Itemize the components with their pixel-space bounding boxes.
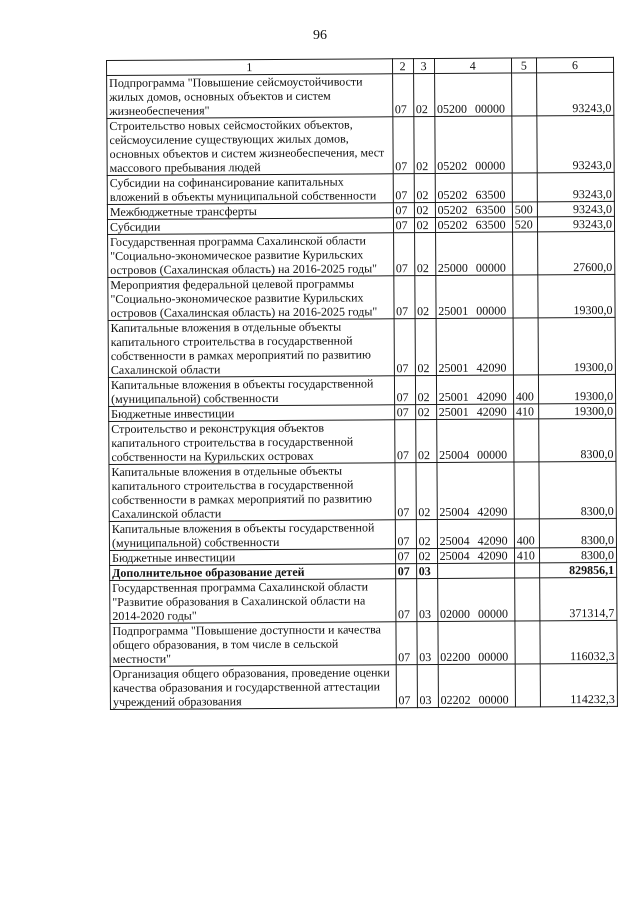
row-target-article-cell: 25001 42090 bbox=[436, 375, 513, 404]
row-expense-type-cell bbox=[514, 563, 539, 578]
row-amount-cell: 19300,0 bbox=[538, 317, 616, 374]
row-amount-cell: 93243,0 bbox=[537, 201, 614, 216]
row-expense-type-cell: 500 bbox=[512, 202, 537, 217]
table-row bbox=[107, 172, 614, 204]
row-subsection-cell: 02 bbox=[416, 548, 437, 563]
table-row bbox=[108, 374, 615, 406]
row-subsection-cell: 02 bbox=[413, 73, 434, 116]
row-name-cell: Капитальные вложения в отдельные объекты капитального строительства в государственной собственности в рамках мероприятий по развитию Сахалинской области bbox=[109, 463, 395, 522]
header-col-3: 3 bbox=[413, 58, 434, 73]
row-subsection-cell: 03 bbox=[417, 664, 438, 707]
row-name-cell: Строительство и реконструкция объектов капитального строительства в государственной собственности на Курильских островах bbox=[109, 420, 395, 465]
row-subsection-cell: 03 bbox=[416, 578, 437, 621]
table-row bbox=[108, 274, 615, 320]
row-name-cell: Мероприятия федеральной целевой программы "Социально-экономическое развитие Курильских островов (Сахалинская область) на 2016-2025 годы" bbox=[108, 276, 394, 321]
table-row bbox=[110, 663, 617, 709]
row-name-cell: Капитальные вложения в объекты государственной (муниципальной) собственности bbox=[108, 376, 394, 407]
row-name-cell: Дополнительное образование детей bbox=[110, 564, 396, 581]
row-target-article-cell: 25001 42090 bbox=[436, 404, 513, 419]
row-section-cell: 07 bbox=[393, 233, 414, 276]
row-section-cell: 07 bbox=[394, 405, 415, 420]
row-name-cell: Строительство новых сейсмостойких объектов, сейсмоусиление существующих жилых домов, основных объектов и систем жизнеобеспечения, мест массового пребывания людей bbox=[107, 117, 393, 176]
row-amount-cell: 8300,0 bbox=[539, 518, 616, 547]
row-name-cell: Бюджетные инвестиции bbox=[109, 405, 395, 422]
row-expense-type-cell bbox=[512, 232, 537, 275]
row-expense-type-cell bbox=[515, 664, 540, 707]
row-expense-type-cell: 410 bbox=[513, 404, 538, 419]
row-amount-cell: 8300,0 bbox=[539, 418, 616, 461]
row-target-article-cell: 02000 00000 bbox=[437, 578, 514, 621]
row-section-cell: 07 bbox=[395, 520, 416, 549]
header-col-5: 5 bbox=[511, 58, 536, 73]
row-section-cell: 07 bbox=[395, 622, 416, 665]
row-subsection-cell: 02 bbox=[415, 419, 436, 462]
row-expense-type-cell: 520 bbox=[512, 217, 537, 232]
row-expense-type-cell: 410 bbox=[514, 548, 539, 563]
row-target-article-cell: 25001 42090 bbox=[436, 318, 513, 375]
table-row bbox=[108, 231, 615, 277]
row-name-cell: Организация общего образования, проведение оценки качества образования и государственной аттестации учреждений образования bbox=[110, 665, 396, 710]
row-expense-type-cell bbox=[512, 116, 537, 173]
row-subsection-cell: 02 bbox=[414, 275, 435, 318]
row-section-cell: 07 bbox=[394, 319, 415, 376]
row-section-cell: 07 bbox=[395, 564, 416, 579]
row-target-article-cell: 25004 42090 bbox=[437, 462, 514, 519]
row-amount-cell: 19300,0 bbox=[538, 374, 615, 403]
row-amount-cell: 27600,0 bbox=[537, 231, 614, 274]
row-target-article-cell: 25000 00000 bbox=[435, 232, 512, 275]
row-section-cell: 07 bbox=[393, 276, 414, 319]
row-target-article-cell: 05202 63500 bbox=[435, 202, 512, 217]
row-subsection-cell: 03 bbox=[416, 563, 437, 578]
row-subsection-cell: 02 bbox=[415, 318, 436, 375]
row-name-cell: Капитальные вложения в объекты государственной (муниципальной) собственности bbox=[109, 520, 395, 551]
row-amount-cell: 8300,0 bbox=[539, 461, 617, 518]
row-amount-cell: 829856,1 bbox=[539, 562, 616, 577]
row-subsection-cell: 02 bbox=[415, 404, 436, 419]
row-section-cell: 07 bbox=[392, 74, 413, 117]
row-target-article-cell: 05200 00000 bbox=[434, 73, 511, 116]
row-amount-cell: 371314,7 bbox=[539, 577, 616, 620]
row-expense-type-cell bbox=[512, 173, 537, 202]
row-subsection-cell: 02 bbox=[416, 519, 437, 548]
row-amount-cell: 114232,3 bbox=[540, 663, 617, 706]
row-expense-type-cell bbox=[513, 419, 538, 462]
row-section-cell: 07 bbox=[394, 420, 415, 463]
row-section-cell: 07 bbox=[392, 117, 413, 174]
table-row bbox=[108, 317, 615, 377]
table-row bbox=[109, 461, 616, 521]
row-subsection-cell: 02 bbox=[414, 217, 435, 232]
row-section-cell: 07 bbox=[396, 665, 417, 708]
row-target-article-cell bbox=[437, 563, 514, 578]
row-amount-cell: 93243,0 bbox=[537, 216, 614, 231]
budget-table bbox=[106, 57, 618, 710]
row-amount-cell: 93243,0 bbox=[536, 72, 613, 115]
row-expense-type-cell bbox=[511, 73, 536, 116]
row-amount-cell: 19300,0 bbox=[538, 403, 615, 418]
row-subsection-cell: 02 bbox=[416, 462, 437, 519]
header-col-4: 4 bbox=[434, 58, 511, 73]
row-section-cell: 07 bbox=[393, 203, 414, 218]
table-row bbox=[109, 518, 616, 550]
row-target-article-cell: 05202 63500 bbox=[435, 173, 512, 202]
row-name-cell: Бюджетные инвестиции bbox=[109, 549, 395, 566]
row-section-cell: 07 bbox=[395, 463, 416, 520]
row-target-article-cell: 05202 00000 bbox=[434, 116, 511, 173]
row-target-article-cell: 05202 63500 bbox=[435, 217, 512, 232]
row-subsection-cell: 02 bbox=[415, 375, 436, 404]
row-name-cell: Капитальные вложения в отдельные объекты капитального строительства в государственной собственности в рамках мероприятий по развитию Сахалинской области bbox=[108, 319, 394, 378]
row-target-article-cell: 25004 00000 bbox=[436, 419, 513, 462]
row-expense-type-cell: 400 bbox=[514, 519, 539, 548]
header-col-6: 6 bbox=[536, 57, 613, 72]
table-row bbox=[107, 72, 614, 118]
row-name-cell: Подпрограмма "Повышение сейсмоустойчивости жилых домов, основных объектов и систем жизнеобеспечения" bbox=[107, 74, 393, 119]
row-amount-cell: 116032,3 bbox=[540, 620, 617, 663]
row-subsection-cell: 03 bbox=[417, 621, 438, 664]
row-subsection-cell: 02 bbox=[414, 173, 435, 202]
row-expense-type-cell bbox=[514, 462, 539, 519]
row-target-article-cell: 02200 00000 bbox=[438, 621, 515, 664]
row-name-cell: Межбюджетные трансферты bbox=[107, 203, 393, 220]
row-amount-cell: 93243,0 bbox=[537, 115, 615, 172]
row-subsection-cell: 02 bbox=[413, 116, 434, 173]
table-row bbox=[109, 418, 616, 464]
row-section-cell: 07 bbox=[393, 174, 414, 203]
row-name-cell: Государственная программа Сахалинской области "Развитие образования в Сахалинской области на 2014-2020 годы" bbox=[110, 579, 396, 624]
row-name-cell: Подпрограмма "Повышение доступности и качества общего образования, в том числе в сельской местности" bbox=[110, 622, 396, 667]
row-subsection-cell: 02 bbox=[414, 202, 435, 217]
row-section-cell: 07 bbox=[393, 218, 414, 233]
table-row bbox=[107, 115, 614, 175]
row-expense-type-cell bbox=[514, 578, 539, 621]
row-target-article-cell: 02202 00000 bbox=[438, 664, 515, 707]
row-name-cell: Государственная программа Сахалинской области "Социально-экономическое развитие Курильских островов (Сахалинская область) на 2016-2025 годы" bbox=[108, 233, 394, 278]
row-section-cell: 07 bbox=[394, 376, 415, 405]
page-number: 96 bbox=[313, 28, 327, 43]
header-col-2: 2 bbox=[392, 59, 413, 74]
header-col-1: 1 bbox=[107, 59, 393, 76]
row-target-article-cell: 25004 42090 bbox=[437, 548, 514, 563]
row-name-cell: Субсидии на софинансирование капитальных вложений в объекты муниципальной собственности bbox=[107, 174, 393, 205]
row-amount-cell: 8300,0 bbox=[539, 547, 616, 562]
row-target-article-cell: 25001 00000 bbox=[435, 275, 512, 318]
row-subsection-cell: 02 bbox=[414, 232, 435, 275]
row-expense-type-cell bbox=[513, 318, 538, 375]
row-section-cell: 07 bbox=[395, 579, 416, 622]
row-amount-cell: 93243,0 bbox=[537, 172, 614, 201]
row-name-cell: Субсидии bbox=[107, 218, 393, 235]
row-section-cell: 07 bbox=[395, 549, 416, 564]
row-amount-cell: 19300,0 bbox=[538, 274, 615, 317]
row-expense-type-cell bbox=[515, 621, 540, 664]
table-row bbox=[110, 577, 617, 623]
table-row bbox=[110, 620, 617, 666]
row-expense-type-cell: 400 bbox=[513, 375, 538, 404]
row-expense-type-cell bbox=[513, 275, 538, 318]
row-target-article-cell: 25004 42090 bbox=[437, 519, 514, 548]
